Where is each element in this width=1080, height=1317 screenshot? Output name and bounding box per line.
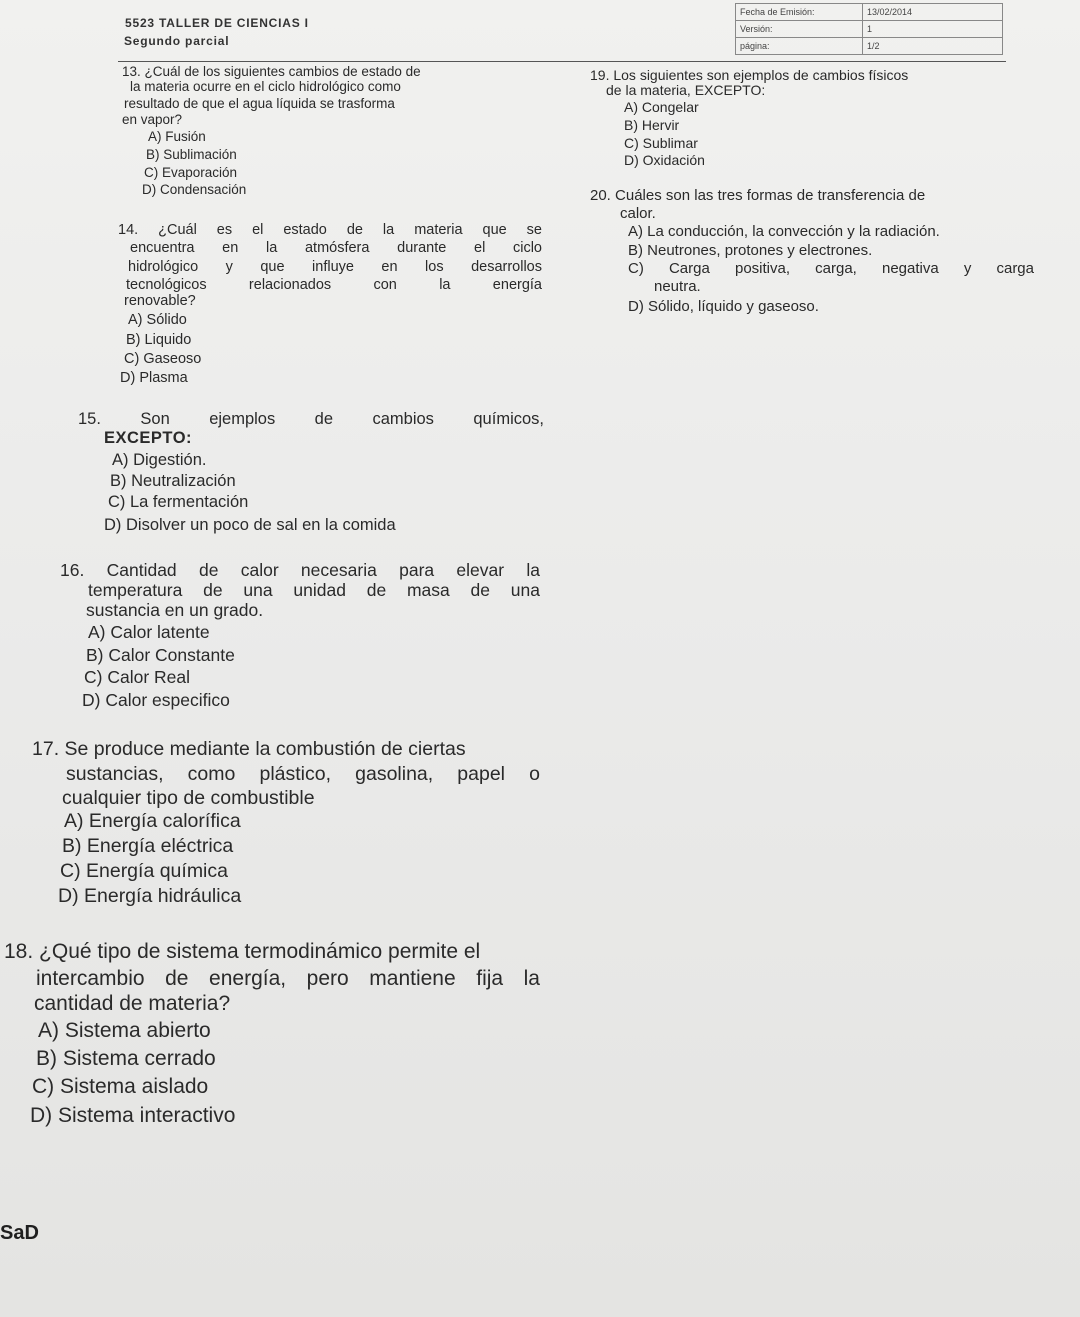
answer-option: D) Disolver un poco de sal en la comida [104, 516, 396, 534]
answer-option: B) Sistema cerrado [36, 1047, 216, 1070]
answer-option: D) Energía hidráulica [58, 885, 242, 907]
answer-option: D) Sólido, líquido y gaseoso. [628, 298, 819, 315]
answer-option: C) Sistema aislado [32, 1075, 209, 1098]
answer-option: D) Sistema interactivo [30, 1104, 236, 1127]
question-text: resultado de que el agua líquida se trasforma [124, 96, 395, 111]
answer-option: A) Congelar [624, 99, 699, 115]
question-text: 17. Se produce mediante la combustión de ciertas [32, 738, 466, 760]
meta-label: página: [736, 38, 863, 55]
question-text: encuentra en la atmósfera durante el ciclo [130, 240, 542, 256]
answer-option: C) Carga positiva, carga, negativa y carga [628, 260, 1034, 277]
answer-option: C) Sublimar [624, 135, 698, 151]
answer-option: B) Energía eléctrica [62, 835, 234, 857]
answer-option: B) Neutrones, protones y electrones. [628, 242, 873, 259]
question-text: 18. ¿Qué tipo de sistema termodinámico permite el [4, 940, 481, 963]
meta-label: Fecha de Emisión: [736, 4, 863, 21]
meta-label: Versión: [736, 21, 863, 38]
question-text: 19. Los siguientes son ejemplos de cambios físicos [590, 67, 909, 83]
meta-row [736, 4, 1003, 21]
answer-option: C) Evaporación [144, 165, 238, 180]
question-text: 15. Son ejemplos de cambios químicos, [78, 410, 544, 428]
question-text: sustancia en un grado. [86, 600, 264, 620]
question-text: renovable? [124, 293, 196, 309]
question-text: EXCEPTO: [104, 429, 193, 447]
answer-option: D) Calor especifico [82, 690, 230, 710]
answer-option: D) Oxidación [624, 152, 705, 168]
answer-option: B) Calor Constante [86, 645, 235, 665]
meta-value: 1/2 [863, 38, 1003, 55]
answer-option: C) Calor Real [84, 667, 190, 687]
question-text: intercambio de energía, pero mantiene fija la [36, 967, 540, 990]
answer-option: A) Calor latente [88, 622, 210, 642]
answer-option: A) Sólido [128, 312, 187, 328]
answer-option: D) Condensación [142, 182, 247, 197]
answer-option: B) Liquido [126, 332, 192, 348]
answer-option: neutra. [654, 278, 701, 295]
answer-option: C) Energía química [60, 860, 228, 882]
answer-option: B) Hervir [624, 117, 680, 133]
question-text: en vapor? [122, 112, 183, 127]
meta-value: 1 [863, 21, 1003, 38]
question-text: calor. [620, 205, 656, 222]
question-text: 14. ¿Cuál es el estado de la materia que se [118, 222, 542, 238]
question-text: temperatura de una unidad de masa de una [88, 580, 540, 600]
answer-option: B) Neutralización [110, 472, 236, 490]
question-text: cualquier tipo de combustible [62, 787, 315, 809]
answer-option: C) Gaseoso [124, 351, 202, 367]
meta-value: 13/02/2014 [863, 4, 1003, 21]
question-text: 13. ¿Cuál de los siguientes cambios de estado de [122, 64, 421, 79]
answer-option: B) Sublimación [146, 147, 237, 162]
answer-option: A) Digestión. [112, 451, 207, 469]
exam-subtitle: Segundo parcial [124, 34, 230, 48]
question-text: de la materia, EXCEPTO: [606, 82, 766, 98]
answer-option: A) Sistema abierto [38, 1019, 211, 1042]
question-text: tecnológicos relacionados con la energía [126, 277, 542, 293]
question-text: cantidad de materia? [34, 992, 231, 1015]
question-text: 16. Cantidad de calor necesaria para elevar la [60, 560, 540, 580]
answer-option: A) Fusión [148, 129, 206, 144]
answer-option: D) Plasma [120, 370, 188, 386]
question-text: sustancias, como plástico, gasolina, papel o [66, 763, 540, 785]
question-text: la materia ocurre en el ciclo hidrológico como [130, 79, 401, 94]
question-text: 20. Cuáles son las tres formas de transferencia de [590, 187, 926, 204]
answer-option: C) La fermentación [108, 493, 249, 511]
header-divider [118, 61, 1006, 62]
question-text: hidrológico y que influye en los desarrollos [128, 259, 542, 275]
footer-note: SaD [0, 1222, 39, 1244]
meta-row [736, 38, 1003, 55]
meta-row [736, 21, 1003, 38]
course-title: 5523 TALLER DE CIENCIAS I [125, 16, 309, 30]
answer-option: A) Energía calorífica [64, 810, 241, 832]
document-meta-table [735, 3, 1003, 55]
answer-option: A) La conducción, la convección y la radiación. [628, 223, 940, 240]
